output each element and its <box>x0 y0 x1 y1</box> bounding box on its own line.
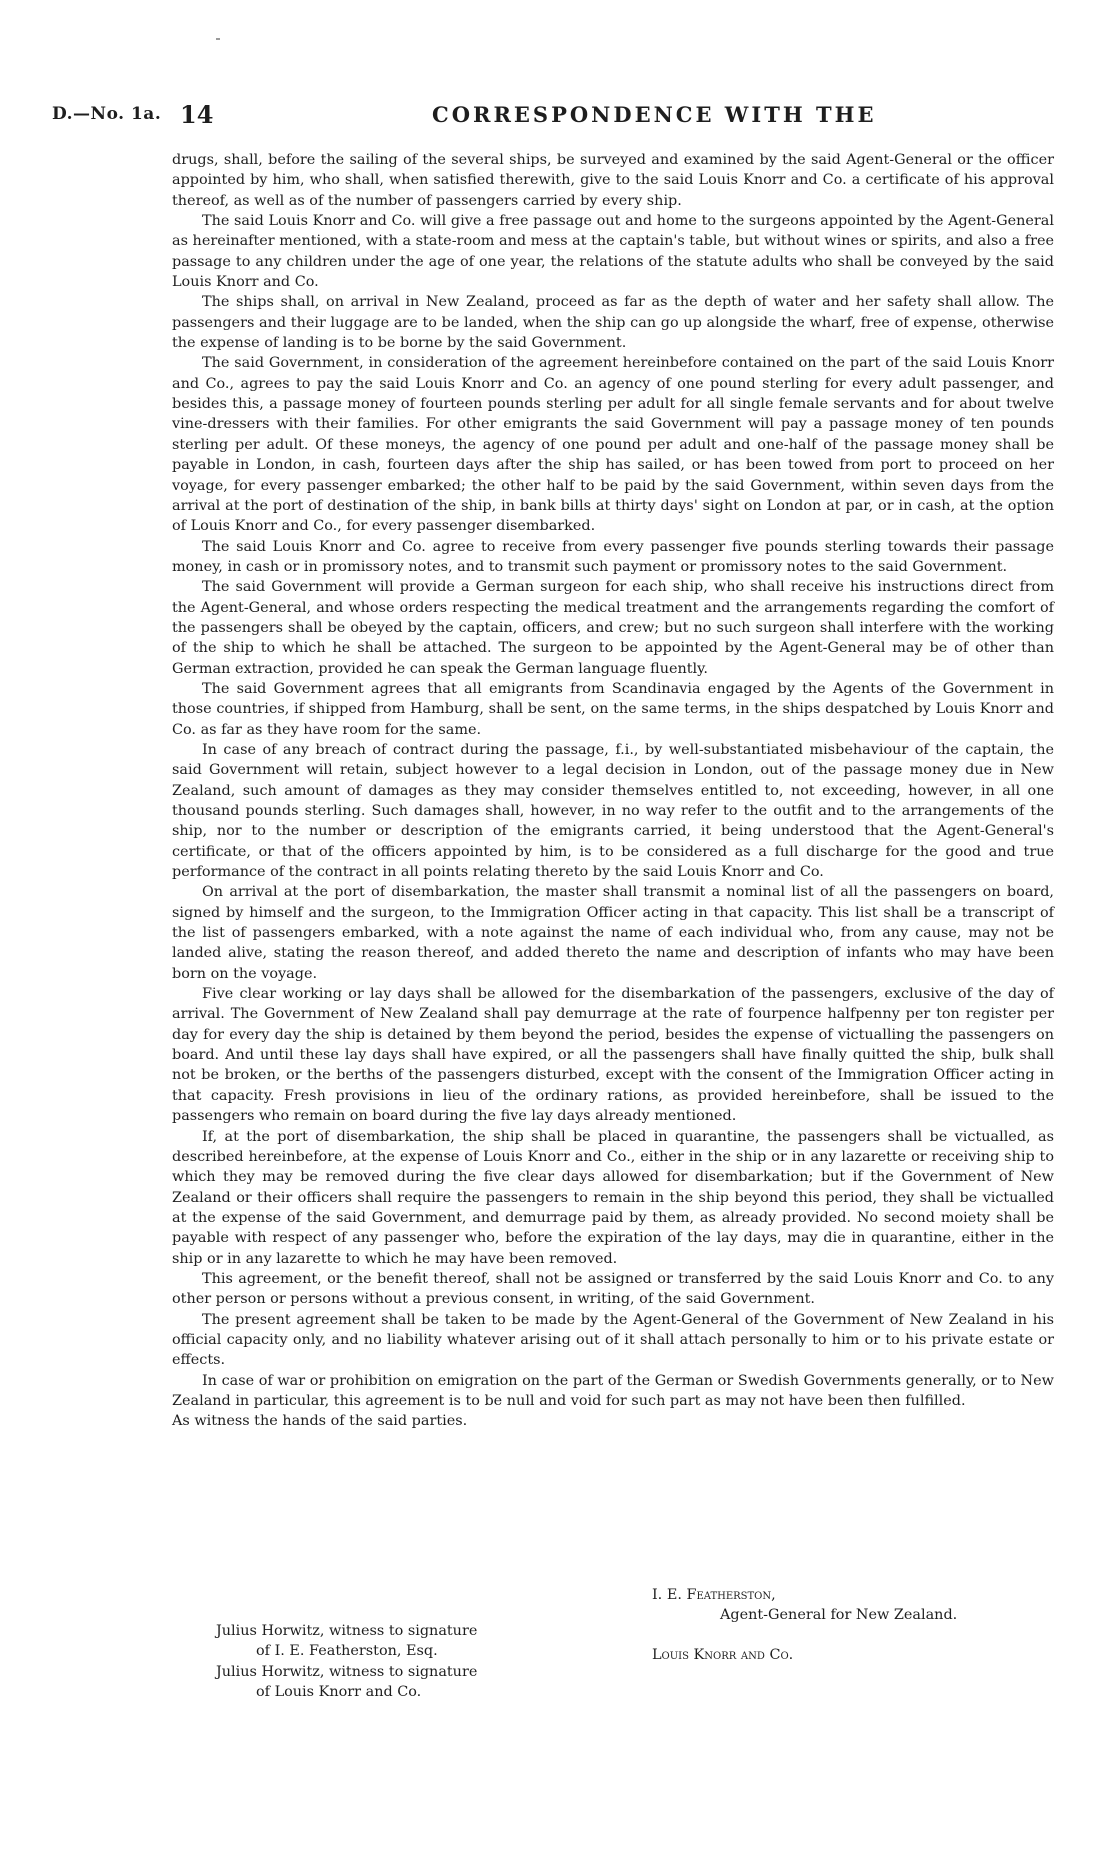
document-reference: D.—No. 1a. <box>52 104 162 124</box>
paragraph-surgeon: The said Government will provide a German surgeon for each ship, who shall receive his instructions direct from the Agent-General, and whose orders respecting the medical treatment and the arrangements regarding the comfort of the passengers shall be obeyed by the captain, officers, and crew; but no such surgeon shall interfere with the working of the ship to which he shall be attached. The surgeon to be appointed by the Agent-General may be of other than German extraction, provided he can speak the German language fluently. <box>172 579 1054 677</box>
signature-block <box>172 1585 1054 1725</box>
paragraph-war: In case of war or prohibition on emigration on the part of the German or Swedish Governments generally, or to New Zealand in particular, this agreement is to be null and void for such part as may not have been then fulfilled. <box>172 1372 1054 1409</box>
scan-mark <box>216 38 220 40</box>
paragraph-liability: The present agreement shall be taken to be made by the Agent-General of the Government of New Zealand in his official capacity only, and no liability whatever arising out of it shall attach personally to him or to his private estate or effects. <box>172 1311 1054 1369</box>
paragraph-continuation: drugs, shall, before the sailing of the several ships, be surveyed and examined by the said Agent-General or the officer appointed by him, who shall, when satisfied therewith, give to the said Louis Knorr and Co. a certificate of his approval thereof, as well as of the number of passengers carried by every ship. <box>172 152 1054 209</box>
witness-line: Julius Horwitz, witness to signature <box>216 1623 478 1639</box>
witness-line: of I. E. Featherston, Esq. <box>256 1643 438 1660</box>
paragraph-passenger-contribution: The said Louis Knorr and Co. agree to receive from every passenger five pounds sterling towards their passage money, in cash or in promissory notes, and to transmit such payment or promissory notes to the said Government. <box>172 538 1054 575</box>
page-number: 14 <box>180 100 214 129</box>
paragraph-lay-days: Five clear working or lay days shall be allowed for the disembarkation of the passengers, exclusive of the day of arrival. The Government of New Zealand shall pay demurrage at the rate of fourpence halfpenny per ton register per day for every day the ship is detained by them beyond the period, besides the expense of victualling the passengers on board. And until these lay days shall have expired, or all the passengers shall have finally quitted the ship, bulk shall not be broken, or the berths of the passengers disturbed, except with the consent of the Immigration Officer acting in that capacity. Fresh provisions in lieu of the ordinary rations, as provided hereinbefore, shall be issued to the passengers who remain on board during the five lay days already mentioned. <box>172 986 1054 1125</box>
witness-lines <box>216 1621 576 1702</box>
paragraph-breach: In case of any breach of contract during the passage, f.i., by well-substantiated misbehaviour of the captain, the said Government will retain, subject however to a legal decision in London, out of the passage money due in New Zealand, such amount of damages as they may consider themselves entitled to, not exceeding, however, in all one thousand pounds sterling. Such damages shall, however, in no way refer to the outfit and to the arrangements of the ship, nor to the number or description of the emigrants carried, it being understood that the Agent-General's certificate, or that of the officers appointed by him, is to be considered as a full discharge for the good and true performance of the contract in all points relating thereto by the said Louis Knorr and Co. <box>172 741 1054 881</box>
paragraph-scandinavia: The said Government agrees that all emigrants from Scandinavia engaged by the Agents of the Government in those countries, if shipped from Hamburg, shall be sent, on the same terms, in the ships despatched by Louis Knorr and Co. as far as they have room for the same. <box>172 680 1054 738</box>
paragraph-payment: The said Government, in consideration of the agreement hereinbefore contained on the part of the said Louis Knorr and Co., agrees to pay the said Louis Knorr and Co. an agency of one pound sterling for every adult passenger, and besides this, a passage money of fourteen pounds sterling per adult for all single female servants and for about twelve vine-dressers with their families. For other emigrants the said Government will pay a passage money of ten pounds sterling per adult. Of these moneys, the agency of one pound per adult and one-half of the passage money shall be payable in London, in cash, fourteen days after the ship has sailed, or has been towed from port to proceed on her voyage, for every passenger embarked; the other half to be paid by the said Government, within seven days from the arrival at the port of destination of the ship, in bank bills at thirty days' sight on London at par, or in cash, at the option of Louis Knorr and Co., for every passenger disembarked. <box>172 355 1054 535</box>
paragraph-assignment: This agreement, or the benefit thereof, shall not be assigned or transferred by the said Louis Knorr and Co. to any other person or persons without a previous consent, in writing, of the said Government. <box>172 1270 1054 1308</box>
featherston-name: I. E. Featherston, <box>652 1587 776 1603</box>
paragraph-nominal-list: On arrival at the port of disembarkation, the master shall transmit a nominal list of all the passengers on board, signed by himself and the surgeon, to the Immigration Officer acting in that capacity. This list shall be a transcript of the list of passengers embarked, with a note against the name of each individual who, from any cause, may not be landed alive, stating the reason thereof, and added thereto the name and description of infants who may have been born on the voyage. <box>172 884 1054 982</box>
paragraph-free-passage: The said Louis Knorr and Co. will give a free passage out and home to the surgeons appointed by the Agent-General as hereinafter mentioned, with a state-room and mess at the captain's table, but without wines or spirits, and also a free passage to any children under the age of one year, the relations of the statute adults who shall be conveyed by the said Louis Knorr and Co. <box>172 213 1054 291</box>
witness-line: Julius Horwitz, witness to signature <box>216 1663 478 1680</box>
paragraph-quarantine: If, at the port of disembarkation, the ship shall be placed in quarantine, the passengers shall be victualled, as described hereinbefore, at the expense of Louis Knorr and Co., either in the ship or in any lazarette or receiving ship to which they may be removed during the five clear days allowed for disembarkation; but if the Government of New Zealand or their officers shall require the passengers to remain in the ship beyond this period, they shall be victualled at the expense of the said Government, and demurrage paid by them, as already provided. No second moiety shall be payable with respect of any passenger who, before the expiration of the lay days, may die in quarantine, either in the ship or in any lazarette to which he may have been removed. <box>172 1128 1054 1267</box>
knorr-signature: Louis Knorr and Co. <box>652 1647 794 1663</box>
featherston-signature <box>652 1585 1052 1626</box>
featherston-title: Agent-General for New Zealand. <box>720 1607 958 1624</box>
page-header <box>52 100 1062 134</box>
paragraph-arrival: The ships shall, on arrival in New Zealand, proceed as far as the depth of water and her safety shall allow. The passengers and their luggage are to be landed, when the ship can go up alongside the wharf, free of expense, otherwise the expense of landing is to be borne by the said Government. <box>172 294 1054 352</box>
agreement-body <box>172 150 1054 1432</box>
running-title: CORRESPONDENCE WITH THE <box>432 102 877 127</box>
witness-line: of Louis Knorr and Co. <box>256 1683 422 1700</box>
witness-closing: As witness the hands of the said parties. <box>172 1413 468 1430</box>
